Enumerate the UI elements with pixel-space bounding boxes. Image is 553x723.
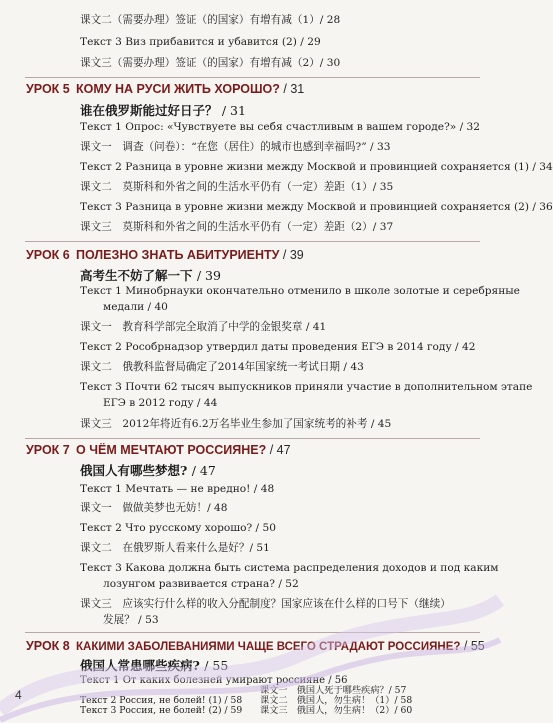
unit-label: УРОК 7 (26, 443, 70, 457)
toc-entry: Текст 2 Что русскому хорошо? / 50 (80, 522, 276, 534)
toc-entry: 课文二 俄教科监督局确定了2014年国家统一考试日期 / 43 (80, 361, 364, 373)
toc-entry: 课文一 俄国人死于哪些疾病？/ 57 (260, 685, 407, 696)
toc-entry: лозунгом развивается страна? / 52 (103, 578, 299, 590)
toc-entry: Текст 1 Мечтать — не вредно! / 48 (80, 483, 275, 495)
toc-entry: 课文三 应该实行什么样的收入分配制度？国家应该在什么样的口号下（继续） (80, 598, 451, 610)
toc-entry: 课文三 2012年将近有6.2万名毕业生参加了国家统考的补考 / 45 (80, 418, 392, 430)
toc-entry: Текст 2 Разница в уровне жизни между Москвой и провинцией сохраняется (1) / 34 (80, 161, 553, 173)
unit-title: ПОЛЕЗНО ЗНАТЬ АБИТУРИЕНТУ (76, 248, 280, 262)
toc-entry: Текст 1 От каких болезней умирают россияне / 56 (80, 675, 348, 686)
unit-label: УРОК 6 (26, 248, 70, 262)
unit-label: УРОК 5 (26, 82, 70, 96)
toc-entry: Текст 3 Разница в уровне жизни между Москвой и провинцией сохраняется (2) / 36 (80, 201, 553, 213)
unit-label: УРОК 8 (26, 639, 70, 653)
toc-entry: Текст 3 Виз прибавится и убавится (2) / 29 (80, 36, 321, 48)
unit-zh-title: 高考生不妨了解一下 / 39 (80, 268, 221, 283)
toc-entry: 课文一 教育科学部完全取消了中学的金银奖章 / 41 (80, 321, 327, 333)
toc-entry: медали / 40 (103, 301, 168, 313)
toc-entry: 课文一 做做美梦也无妨！/ 48 (80, 502, 228, 514)
decorative-swirl-icon (0, 560, 500, 723)
unit-page: / 47 (269, 443, 291, 457)
toc-entry: Текст 1 Минобрнауки окончательно отменило в школе золотые и серебряные (80, 285, 520, 297)
unit-zh-title: 俄国人有哪些梦想? / 47 (80, 463, 216, 478)
toc-entry: ЕГЭ в 2012 году / 44 (103, 397, 218, 409)
toc-entry: 课文二 俄国人，勿生病！（1）/ 58 (260, 695, 413, 706)
toc-entry: 课文二（需要办理）签证（的国家）有增有减（1）/ 28 (80, 14, 341, 26)
page-number: 4 (15, 688, 22, 702)
toc-entry: Текст 1 Опрос: «Чувствуете вы себя счастливым в вашем городе?» / 32 (80, 121, 481, 133)
toc-entry: Текст 2 Рособрнадзор утвердил даты проведения ЕГЭ в 2014 году / 42 (80, 341, 476, 353)
toc-entry: 课文三 俄国人，勿生病！（2）/ 60 (260, 705, 413, 716)
unit-title: КОМУ НА РУСИ ЖИТЬ ХОРОШО? (76, 82, 280, 96)
unit-page: / 55 (463, 639, 485, 653)
toc-entry: 课文二 莫斯科和外省之间的生活水平仍有（一定）差距（1）/ 35 (80, 181, 394, 193)
toc-entry: Текст 2 Россия, не болей! (1) / 58 (80, 695, 243, 706)
toc-entry: Текст 3 Почти 62 тысяч выпускников приняли участие в дополнительном этапе (80, 381, 533, 393)
toc-entry: 发展？ / 53 (103, 614, 159, 626)
toc-entry: Текст 3 Какова должна быть система распределения доходов и под каким (80, 562, 499, 574)
toc-entry: 课文二 在俄罗斯人看来什么是好？/ 51 (80, 542, 270, 554)
unit-zh-title: 俄国人常患哪些疾病? / 55 (80, 658, 229, 673)
unit-page: / 39 (282, 248, 304, 262)
unit-title: КАКИМИ ЗАБОЛЕВАНИЯМИ ЧАЩЕ ВСЕГО СТРАДАЮТ РОССИЯНЕ? (76, 641, 461, 653)
unit-page: / 31 (283, 82, 305, 96)
toc-entry: Текст 3 Россия, не болей! (2) / 59 (80, 705, 243, 716)
toc-entry: 课文一 调查（问卷）：“在您（居住）的城市也感到幸福吗?” / 33 (80, 141, 391, 153)
toc-entry: 课文三（需要办理）签证（的国家）有增有减（2）/ 30 (80, 57, 341, 69)
unit-zh-title: 谁在俄罗斯能过好日子？ / 31 (80, 103, 246, 118)
unit-title: О ЧЁМ МЕЧТАЮТ РОССИЯНЕ? (76, 443, 267, 457)
toc-entry: 课文三 莫斯科和外省之间的生活水平仍有（一定）差距（2）/ 37 (80, 221, 394, 233)
